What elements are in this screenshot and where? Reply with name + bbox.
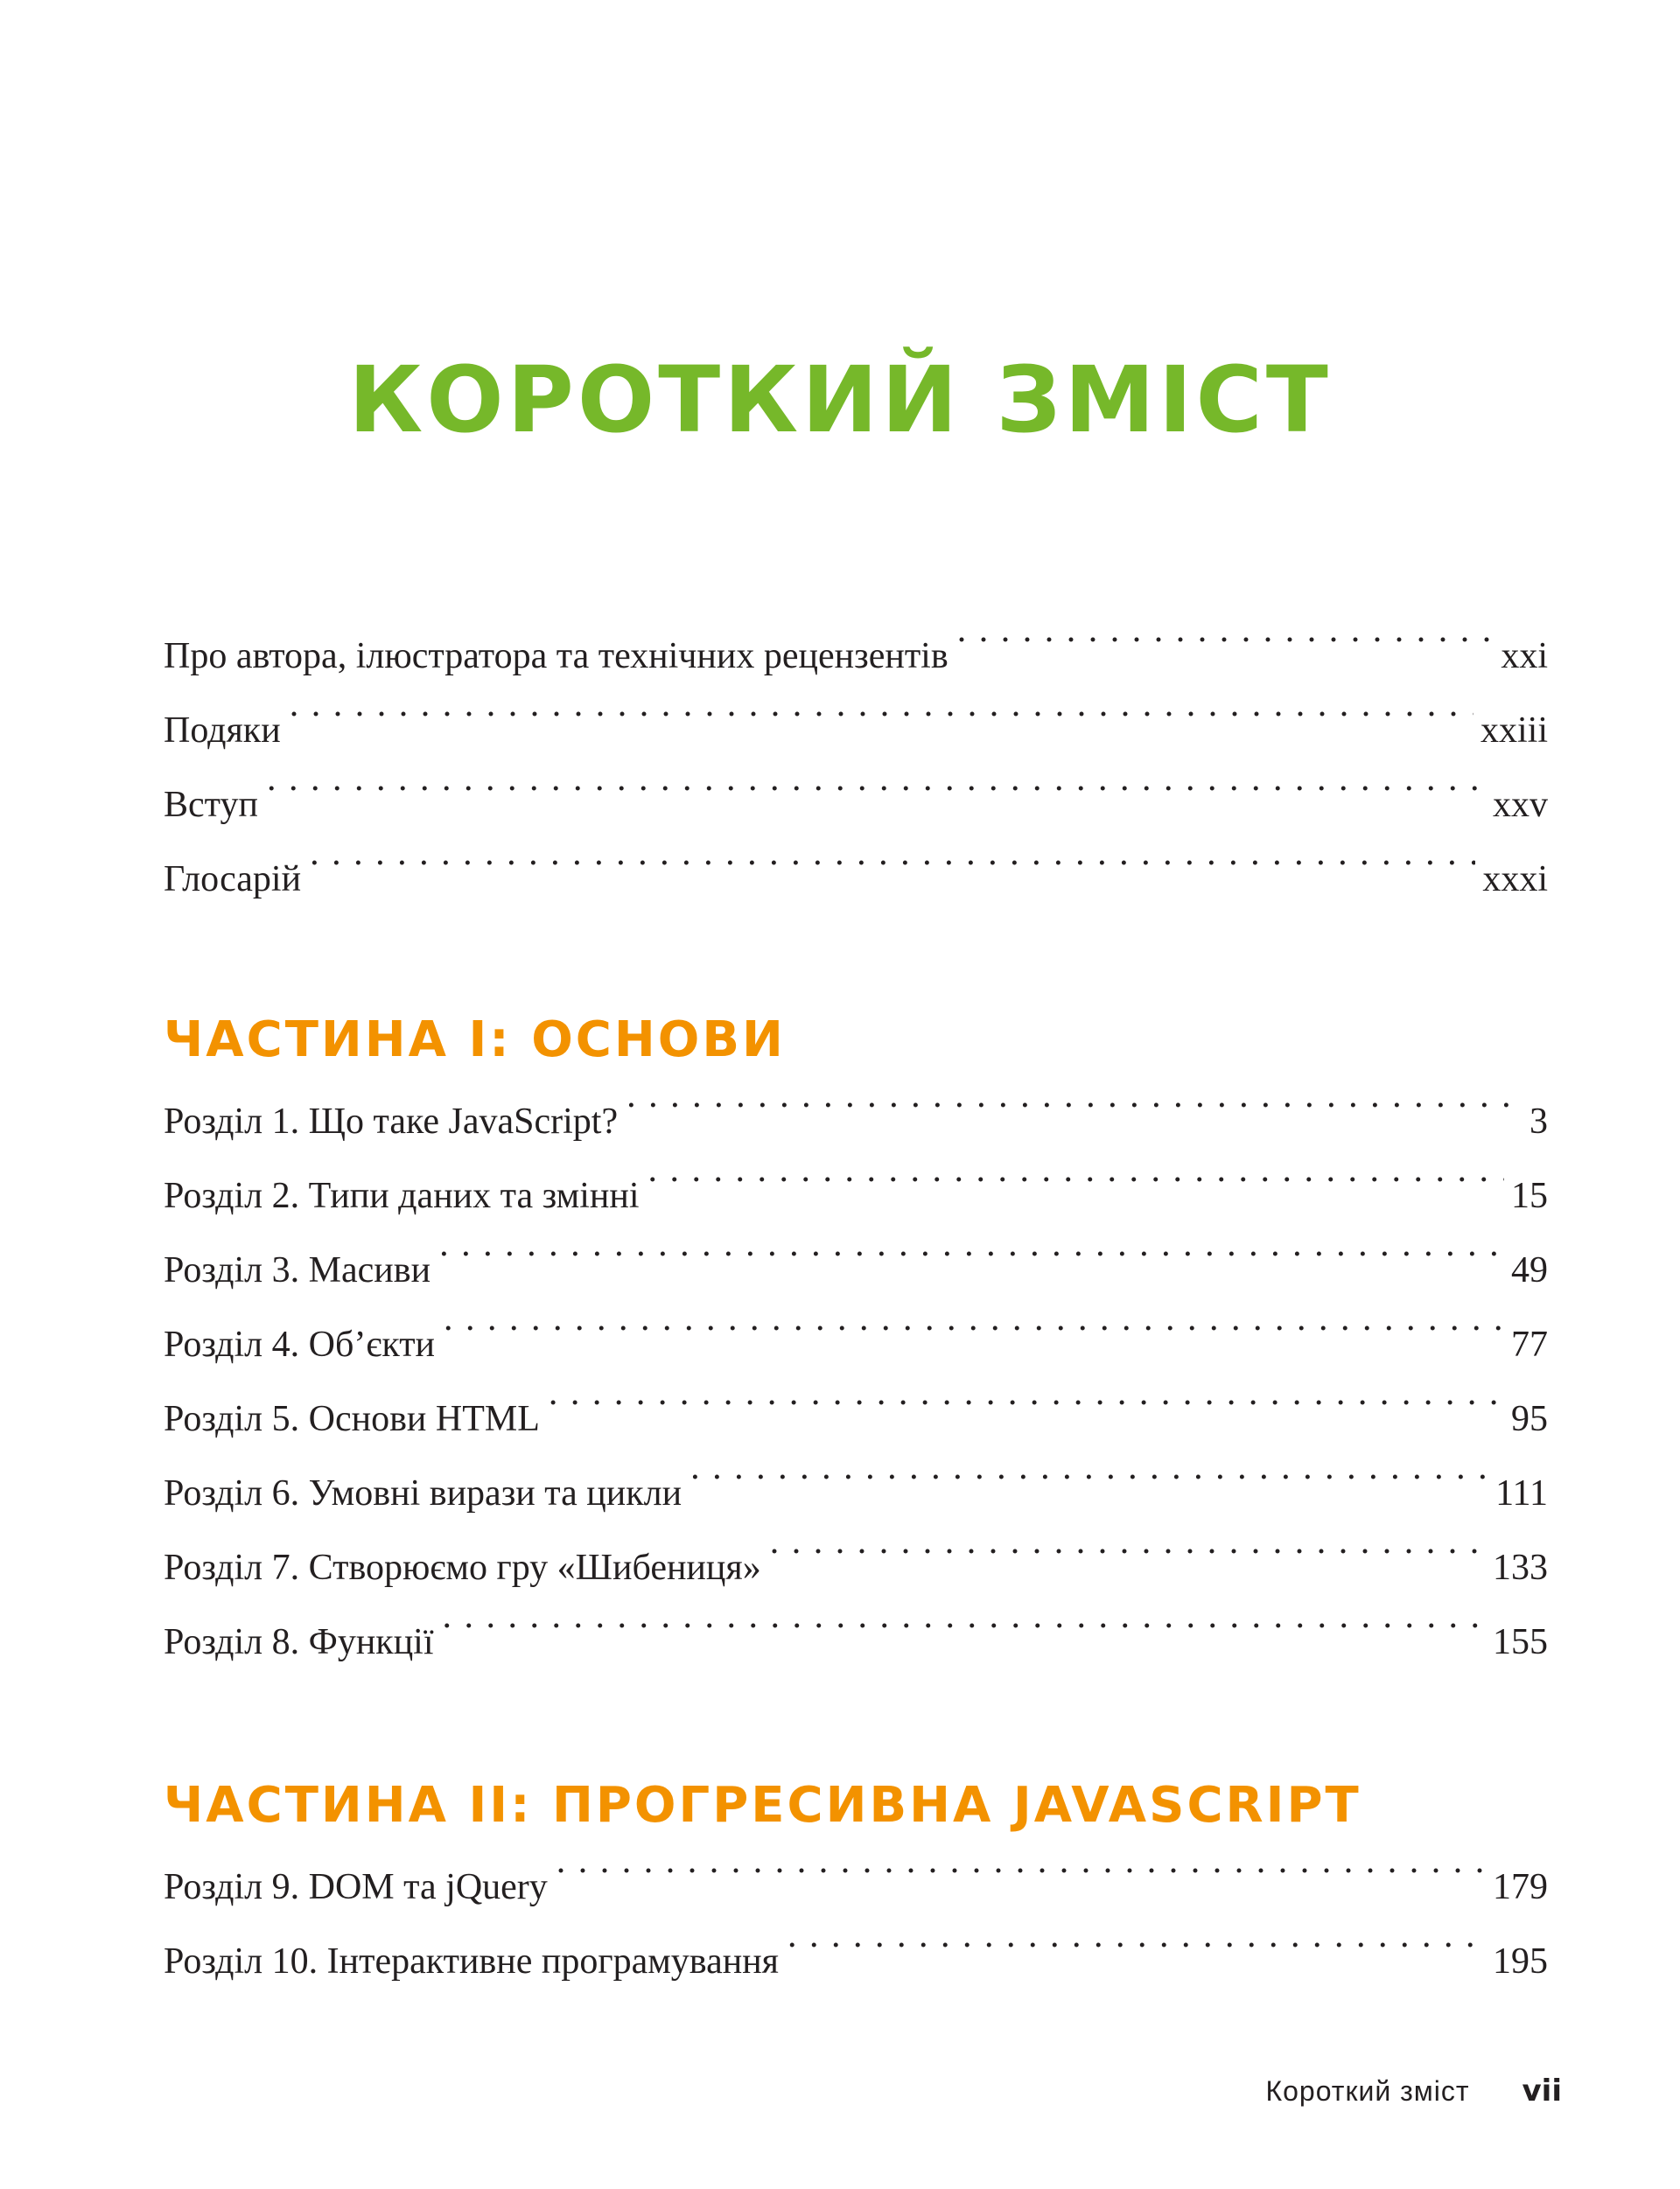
toc-entry-label: Розділ 3. Масиви xyxy=(164,1250,431,1290)
part-2-heading: ЧАСТИНА II: ПРОГРЕСИВНА JAVASCRIPT xyxy=(164,1777,1362,1835)
part-1-chapter-list xyxy=(164,1059,1548,1662)
part-1-heading: ЧАСТИНА I: ОСНОВИ xyxy=(164,1011,786,1069)
toc-entry-label: Розділ 6. Умовні вирази та цикли xyxy=(164,1473,682,1514)
running-title: Короткий зміст xyxy=(1265,2075,1470,2107)
dot-leader xyxy=(556,1824,1486,1899)
toc-entry-page: 179 xyxy=(1486,1850,1548,1925)
toc-entry-page: 15 xyxy=(1504,1159,1548,1234)
page-title: КОРОТКИЙ ЗМІСТ xyxy=(348,346,1332,453)
toc-entry[interactable] xyxy=(164,816,1548,899)
toc-entry-page: 95 xyxy=(1504,1382,1548,1457)
toc-entry-page: xxiii xyxy=(1474,694,1548,768)
toc-entry-label: Розділ 7. Створюємо гру «Шибениця» xyxy=(164,1548,761,1588)
toc-entry-page: 49 xyxy=(1504,1234,1548,1308)
dot-leader xyxy=(443,1579,1486,1654)
toc-entry-page: 77 xyxy=(1504,1308,1548,1382)
toc-entry-label: Розділ 1. Що таке JavaScript? xyxy=(164,1101,619,1142)
toc-entry-label: Подяки xyxy=(164,710,281,751)
toc-entry[interactable] xyxy=(164,1059,1548,1142)
toc-entry-page: 195 xyxy=(1486,1925,1548,1999)
toc-entry-label: Розділ 2. Типи даних та змінні xyxy=(164,1176,640,1216)
toc-entry-label: Розділ 10. Інтерактивне програмування xyxy=(164,1941,779,1982)
dot-leader xyxy=(957,593,1494,668)
toc-entry[interactable] xyxy=(164,1824,1548,1907)
dot-leader xyxy=(690,1430,1488,1505)
dot-leader xyxy=(439,1207,1504,1282)
page-footer xyxy=(0,2074,1562,2109)
front-matter-list xyxy=(164,593,1548,899)
page-number: vii xyxy=(1522,2074,1562,2109)
toc-entry-label: Глосарій xyxy=(164,859,302,899)
toc-entry-page: xxi xyxy=(1494,619,1548,694)
dot-leader xyxy=(310,816,1475,891)
toc-entry-label: Розділ 9. DOM та jQuery xyxy=(164,1867,548,1907)
dot-leader xyxy=(788,1899,1486,1973)
toc-entry-page: xxxi xyxy=(1475,843,1548,917)
toc-entry-page: 3 xyxy=(1522,1085,1548,1159)
toc-entry-page: 111 xyxy=(1488,1457,1548,1531)
toc-entry-label: Про автора, ілюстратора та технічних рецензентів xyxy=(164,636,948,676)
toc-entry[interactable] xyxy=(164,593,1548,676)
dot-leader xyxy=(648,1133,1504,1207)
toc-entry-label: Розділ 5. Основи HTML xyxy=(164,1399,540,1439)
dot-leader xyxy=(626,1059,1522,1133)
dot-leader xyxy=(770,1505,1486,1579)
toc-entry[interactable] xyxy=(164,668,1548,751)
dot-leader xyxy=(290,668,1474,742)
dot-leader xyxy=(444,1282,1504,1356)
toc-entry-label: Вступ xyxy=(164,785,258,825)
part-2-chapter-list xyxy=(164,1824,1548,1982)
dot-leader xyxy=(549,1356,1504,1430)
toc-entry-label: Розділ 4. Об’єкти xyxy=(164,1325,436,1365)
dot-leader xyxy=(267,742,1486,816)
toc-entry-page: xxv xyxy=(1486,768,1548,843)
toc-entry-page: 133 xyxy=(1486,1531,1548,1605)
toc-entry-page: 155 xyxy=(1486,1605,1548,1680)
toc-entry[interactable] xyxy=(164,742,1548,825)
toc-entry-label: Розділ 8. Функції xyxy=(164,1622,434,1662)
